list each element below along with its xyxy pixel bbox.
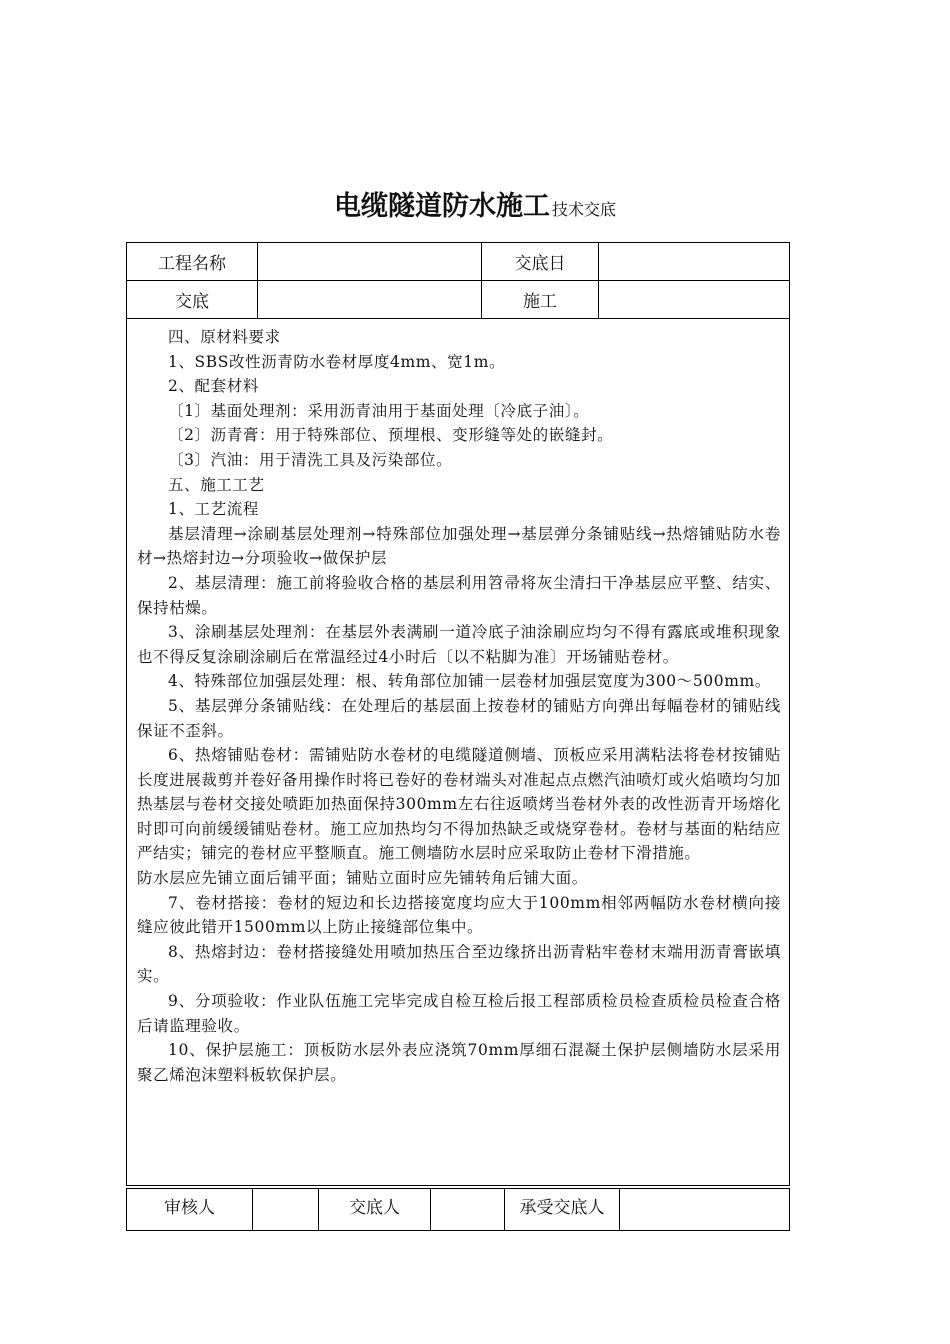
receiver-label: 承受交底人 [505,1189,620,1231]
body-line: 1、SBS改性沥青防水卷材厚度4mm、宽1m。 [168,352,506,371]
handover-value [258,281,482,319]
body-line: 防水层应先铺立面后铺平面；铺贴立面时应先铺转角后铺大面。 [137,869,588,888]
body-line: 9、分项验收：作业队伍施工完毕完成自检互检后报工程部质检员检查质检员检查合格后请监理验收。 [137,992,781,1035]
signature-table [126,1188,790,1231]
body-line: 四、原材料要求 [168,328,281,346]
body-line: 4、特殊部位加强层处理：根、转角部位加铺一层卷材加强层宽度为300～500mm。 [168,672,771,691]
handover-label: 交底 [127,281,258,319]
body-line: 五、施工工艺 [168,475,265,494]
body-line: 10、保护层施工：顶板防水层外表应浇筑70mm厚细石混凝土保护层侧墙防水层采用聚乙烯泡沫塑料板软保护层。 [137,1041,781,1084]
body-line: 7、卷材搭接：卷材的短边和长边搭接宽度均应大于100mm相邻两幅防水卷材横向接缝应彼此错开1500mm以上防止接缝部位集中。 [137,893,781,937]
discloser-value [431,1189,505,1231]
reviewer-value [253,1189,319,1231]
body-content [127,319,790,1186]
body-line: 〔2〕沥青膏：用于特殊部位、预埋根、变形缝等处的嵌缝封。 [168,426,614,445]
page-title [0,184,950,223]
project-name-value [258,243,482,281]
header-row-project [127,243,790,281]
page-title-sub: 技术交底 [551,200,616,219]
body-row [127,319,790,1186]
body-line: 3、涂刷基层处理剂：在基层外表满刷一道冷底子油涂刷应均匀不得有露底或堆积现象也不得反复涂刷涂刷后在常温经过4小时后〔以不粘脚为准〕开场铺贴卷材。 [137,623,781,666]
body-line: 〔1〕基面处理剂：采用沥青油用于基面处理〔冷底子油〕。 [168,401,590,420]
disclosure-table [126,242,790,1186]
project-name-label: 工程名称 [127,243,258,281]
discloser-label: 交底人 [319,1189,431,1231]
body-line: 〔3〕汽油：用于清洗工具及污染部位。 [168,450,453,469]
page-title-main: 电缆隧道防水施工 [333,191,550,222]
construction-value [599,281,790,319]
handover-date-label: 交底日 [482,243,599,281]
body-line: 2、配套材料 [168,377,259,396]
body-line: 5、基层弹分条铺贴线：在处理后的基层面上按卷材的铺贴方向弹出每幅卷材的铺贴线保证不歪斜。 [137,696,781,740]
reviewer-label: 审核人 [127,1189,253,1231]
handover-date-value [599,243,790,281]
receiver-value [620,1189,790,1231]
body-line: 1、工艺流程 [168,500,259,519]
body-line: 2、基层清理：施工前将验收合格的基层利用笤帚将灰尘清扫干净基层应平整、结实、保持枯燥。 [137,573,781,617]
signature-row [127,1189,790,1231]
body-line: 8、热熔封边：卷材搭接缝处用喷加热压合至边缘挤出沥青粘牢卷材末端用沥青膏嵌填实。 [137,942,781,986]
body-line: 基层清理→涂刷基层处理剂→特殊部位加强处理→基层弹分条铺贴线→热熔铺贴防水卷材→热熔封边→分项验收→做保护层 [137,524,781,568]
header-row-handover [127,281,790,319]
construction-label: 施工 [482,281,599,319]
body-line: 6、热熔铺贴卷材：需铺贴防水卷材的电缆隧道侧墙、顶板应采用满粘法将卷材按铺贴长度进展裁剪并卷好备用操作时将已卷好的卷材端头对准起点点燃汽油喷灯或火焰喷均匀加热基层与卷材交接处喷距加热面保持300mm左右往返喷烤当卷材外表的改性沥青开场熔化时即可向前缓缓铺贴卷材。施工应加热均匀不得加热缺乏或烧穿卷材。卷材与基面的粘结应严结实；铺完的卷材应平整顺直。施工侧墙防水层时应采取防止卷材下滑措施。 [137,746,782,863]
